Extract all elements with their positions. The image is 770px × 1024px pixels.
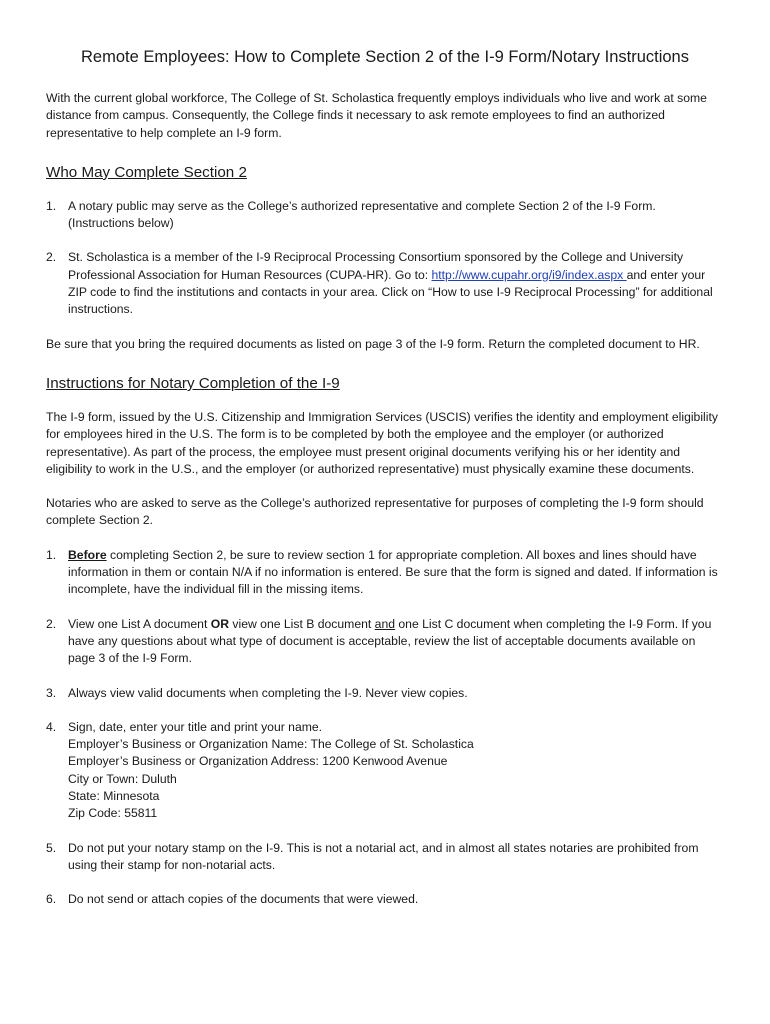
list-item: [46, 547, 724, 599]
list-number: 4.: [46, 719, 57, 734]
i9-description-paragraph: The I-9 form, issued by the U.S. Citizenship and Immigration Services (USCIS) verifies the identity and employment eligibility for employees hired in the U.S. The form is to be completed by both the employee and the employer (or authorized representative). As part of the process, the employee must present original documents verifying his or her identity and eligibility to work in the U.S., and the employer (or authorized representative) must physically examine these documents.: [46, 409, 718, 476]
intro-paragraph: With the current global workforce, The College of St. Scholastica frequently employs individuals who live and work at some distance from campus. Consequently, the College finds it necessary to ask remote employees to find an authorized representative to help complete an I-9 form.: [46, 91, 707, 140]
notaries-paragraph: Notaries who are asked to serve as the College’s authorized representative for purposes of completing the I-9 form should complete Section 2.: [46, 496, 704, 528]
list-number: 2.: [46, 616, 57, 631]
who-may-complete-list: [46, 198, 724, 319]
list-item: [46, 616, 724, 668]
list-number: 1.: [46, 547, 57, 562]
list-item-text: view one List B document: [229, 616, 375, 631]
documents-note: Be sure that you bring the required documents as listed on page 3 of the I-9 form. Return the completed document to HR.: [46, 336, 700, 351]
notary-instructions-list: [46, 547, 724, 909]
employer-state: State: Minnesota: [68, 789, 160, 804]
employer-zip: Zip Code: 55811: [68, 806, 158, 821]
employer-city: City or Town: Duluth: [68, 771, 177, 786]
list-item-text: completing Section 2, be sure to review section 1 for appropriate completion. All boxes and lines should have information in them or contain N/A if no information is entered. Be sure that the form is signed and dated. If information is incomplete, have the individual fill in the missing items.: [68, 547, 718, 597]
cupahr-link[interactable]: http://www.cupahr.org/i9/index.aspx: [431, 267, 627, 282]
section-heading-who-may-complete: Who May Complete Section 2: [46, 163, 247, 181]
list-item-text: A notary public may serve as the College’s authorized representative and complete Section 2 of the I-9 Form. (Instructions below): [68, 198, 656, 231]
list-number: 5.: [46, 840, 57, 855]
list-item: [46, 891, 724, 908]
section-heading-notary-instructions: Instructions for Notary Completion of the I-9: [46, 374, 340, 392]
list-number: 6.: [46, 892, 57, 907]
list-item-text: one List C document when completing the I-9 Form. If you have any questions about what type of document is acceptable, review the list of acceptable documents available on page 3 of the I-9 Form.: [68, 616, 712, 666]
employer-address: Employer’s Business or Organization Address: 1200 Kenwood Avenue: [68, 754, 448, 769]
or-emphasis: OR: [210, 616, 230, 631]
list-item: [46, 249, 724, 318]
list-item-text: Always view valid documents when completing the I-9. Never view copies.: [68, 685, 468, 700]
list-item: [46, 198, 724, 233]
list-item-text: Do not send or attach copies of the documents that were viewed.: [68, 892, 419, 907]
employer-name: Employer’s Business or Organization Name: The College of St. Scholastica: [68, 737, 474, 752]
list-item-text: Do not put your notary stamp on the I-9. This is not a notarial act, and in almost all states notaries are prohibited from using their stamp for non-notarial acts.: [68, 840, 699, 872]
list-item: [46, 840, 724, 875]
list-item-text: View one List A document: [68, 616, 211, 631]
list-number: 2.: [46, 250, 57, 265]
list-item-text: St. Scholastica is a member of the I-9 Reciprocal Processing Consortium sponsored by the College and University Professional Association for Human Resources (CUPA-HR). Go to:: [68, 250, 684, 282]
before-emphasis: Before: [68, 547, 107, 562]
page-title: Remote Employees: How to Complete Section 2 of the I-9 Form/Notary Instructions: [80, 48, 689, 66]
list-number: 1.: [46, 198, 57, 213]
and-emphasis: and: [374, 616, 396, 631]
list-item-text-continued: and enter your ZIP code to find the institutions and contacts in your area. Click on “How to use I-9 Reciprocal Processing” for additional instructions.: [68, 267, 713, 317]
list-number: 3.: [46, 685, 57, 700]
list-item: [46, 685, 724, 702]
sign-instruction: Sign, date, enter your title and print your name.: [68, 719, 323, 734]
list-item: [46, 719, 724, 823]
